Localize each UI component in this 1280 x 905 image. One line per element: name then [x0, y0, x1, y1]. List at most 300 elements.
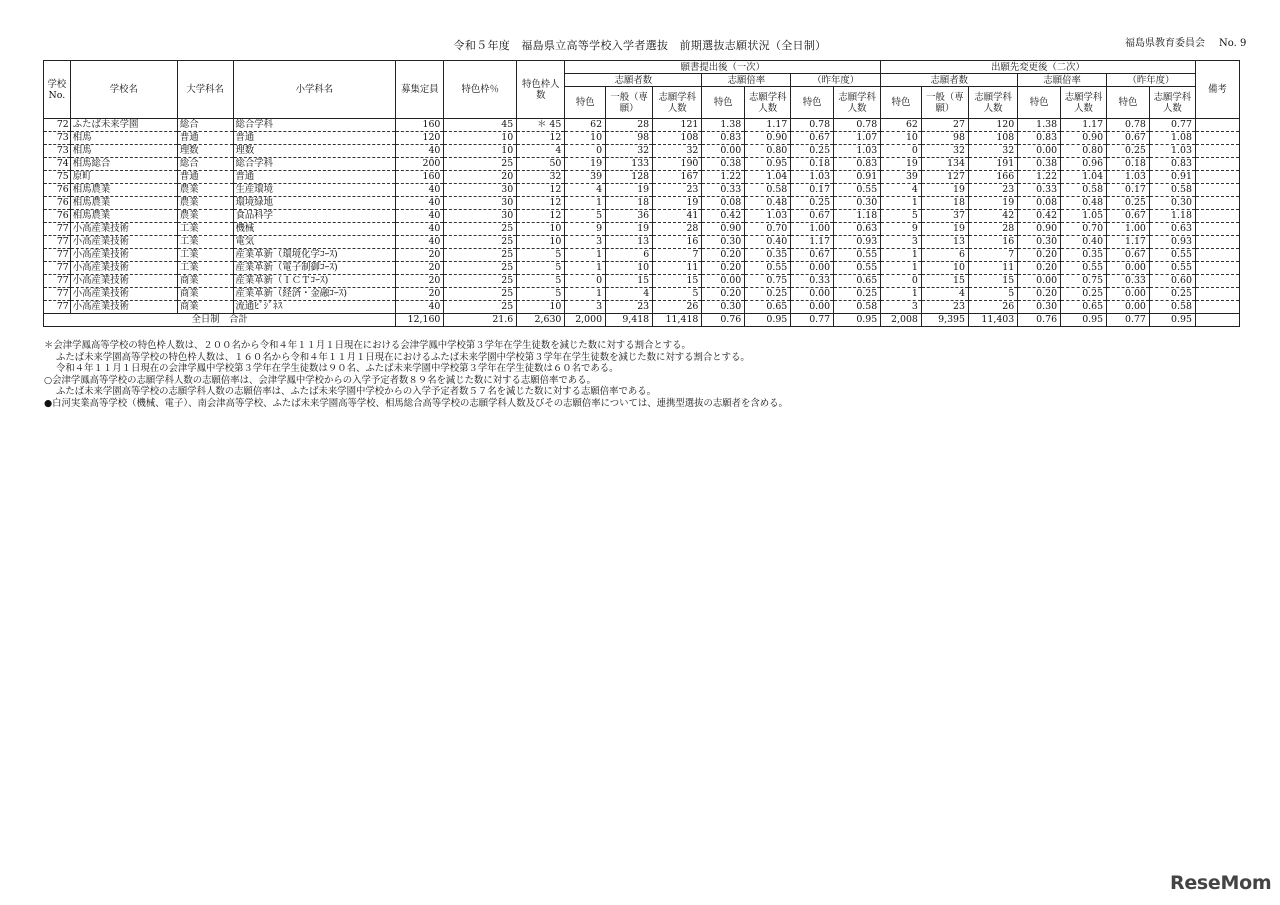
table-cell: 6: [921, 249, 968, 262]
table-cell: 0.18: [791, 158, 834, 171]
table-cell: 0.80: [1061, 145, 1107, 158]
table-row: [44, 249, 1240, 262]
table-cell: 40: [396, 197, 444, 210]
footnote: ●白河実業高等学校（機械、電子）、南会津高等学校、ふたば未来学園高等学校、相馬総合高等学校の志願学科人数及びその志願倍率については、連携型選抜の志願者を含める。: [44, 397, 788, 409]
table-cell: 40: [396, 223, 444, 236]
table-cell: 0.67: [1107, 132, 1150, 145]
table-cell: 理数: [233, 145, 396, 158]
table-cell: 121: [653, 119, 702, 132]
table-cell: 0.96: [1061, 158, 1107, 171]
table-cell: 1.18: [1149, 210, 1195, 223]
table-cell: 127: [921, 171, 968, 184]
table-cell: 19: [921, 184, 968, 197]
subheader-tokushoku: 特色: [565, 87, 606, 119]
table-cell: 0.58: [745, 184, 791, 197]
table-cell: 0.63: [834, 223, 881, 236]
table-row: [44, 288, 1240, 301]
table-cell: 相馬農業: [70, 184, 177, 197]
table-cell: 1.04: [1061, 171, 1107, 184]
header-prev-year-2: （昨年度）: [1107, 74, 1196, 87]
table-cell: 0.60: [1149, 275, 1195, 288]
table-cell: 0.00: [702, 275, 745, 288]
table-cell: 小高産業技術: [70, 301, 177, 314]
table-cell: 4: [606, 288, 653, 301]
subheader-total: 志願学科人数: [745, 87, 791, 119]
subheader-tokushoku: 特色: [791, 87, 834, 119]
table-cell: 0.25: [791, 197, 834, 210]
table-row: [44, 145, 1240, 158]
table-cell: 総合: [177, 119, 233, 132]
table-cell: 19: [881, 158, 922, 171]
table-cell: 41: [653, 210, 702, 223]
header-subject: 小学科名: [233, 61, 396, 119]
remarks-cell: [1195, 275, 1239, 288]
table-cell: 32: [653, 145, 702, 158]
table-cell: 0.90: [745, 132, 791, 145]
table-cell: 1.03: [745, 210, 791, 223]
table-cell: 1.03: [834, 145, 881, 158]
table-cell: 0.33: [1018, 184, 1061, 197]
table-cell: 40: [396, 184, 444, 197]
table-cell: 4: [881, 184, 922, 197]
table-cell: 1.00: [791, 223, 834, 236]
table-cell: 農業: [177, 210, 233, 223]
table-cell: 25: [444, 262, 517, 275]
remarks-cell: [1195, 236, 1239, 249]
table-cell: 相馬: [70, 145, 177, 158]
table-cell: 30: [444, 184, 517, 197]
table-cell: 4: [565, 184, 606, 197]
table-cell: 機械: [233, 223, 396, 236]
table-cell: 0.78: [834, 119, 881, 132]
table-cell: ＊ 45: [517, 119, 565, 132]
total-cell: 2,000: [565, 314, 606, 327]
table-cell: 0.95: [745, 158, 791, 171]
table-cell: 26: [653, 301, 702, 314]
table-cell: 0.38: [702, 158, 745, 171]
table-cell: 0.77: [1149, 119, 1195, 132]
table-cell: 32: [517, 171, 565, 184]
table-cell: 20: [396, 262, 444, 275]
table-cell: 0.30: [1018, 301, 1061, 314]
table-cell: 16: [653, 236, 702, 249]
table-cell: 23: [968, 184, 1017, 197]
table-cell: 0.90: [1018, 223, 1061, 236]
table-cell: 76: [44, 210, 71, 223]
table-cell: 10: [444, 145, 517, 158]
subheader-tokushoku: 特色: [702, 87, 745, 119]
table-cell: 73: [44, 132, 71, 145]
table-cell: 5: [653, 288, 702, 301]
table-cell: 1.17: [1061, 119, 1107, 132]
table-cell: 生産環境: [233, 184, 396, 197]
footnote: ふたば未来学園高等学校の志願学科人数の志願倍率は、ふたば未来学園中学校からの入学予定者数５７名を減じた数に対する志願倍率である。: [56, 386, 657, 398]
table-row: [44, 184, 1240, 197]
subheader-tokushoku: 特色: [881, 87, 922, 119]
page-number: No. 9: [1219, 38, 1247, 49]
table-row: [44, 262, 1240, 275]
table-cell: 0.67: [1107, 249, 1150, 262]
table-cell: 7: [968, 249, 1017, 262]
table-cell: 72: [44, 119, 71, 132]
document-title: 令和５年度 福島県立高等学校入学者選抜 前期選抜志願状況（全日制）: [453, 39, 827, 52]
subheader-ippan: 一般（専願）: [921, 87, 968, 119]
header-school-no: 学校No.: [44, 61, 71, 119]
subheader-total: 志願学科人数: [653, 87, 702, 119]
total-cell: 0.76: [702, 314, 745, 327]
table-cell: 0.08: [1018, 197, 1061, 210]
table-cell: 0.58: [1061, 184, 1107, 197]
footnote: ＊会津学鳳高等学校の特色枠人数は、２００名から令和４年１１月１日現在における会津学鳳中学校第３学年在学生徒数を減じた数に対する割合とする。: [44, 340, 691, 351]
table-cell: 28: [653, 223, 702, 236]
table-cell: 0: [881, 275, 922, 288]
subheader-total: 志願学科人数: [968, 87, 1017, 119]
table-cell: 3: [881, 301, 922, 314]
table-cell: 環境緑地: [233, 197, 396, 210]
table-cell: 25: [444, 288, 517, 301]
total-remarks-cell: [1195, 314, 1239, 327]
table-cell: 0.17: [1107, 184, 1150, 197]
footnote: ふたば未来学園高等学校の特色枠人数は、１６０名から令和４年１１月１日現在におけるふたば未来学園中学校第３学年在学生徒数を減じた数に対する割合とする。: [56, 351, 750, 363]
table-cell: 0.91: [834, 171, 881, 184]
table-cell: 食品科学: [233, 210, 396, 223]
table-cell: 1.07: [834, 132, 881, 145]
table-cell: 0.40: [745, 236, 791, 249]
table-cell: 134: [921, 158, 968, 171]
total-cell: 0.95: [834, 314, 881, 327]
table-cell: 普通: [177, 171, 233, 184]
subheader-total: 志願学科人数: [1149, 87, 1195, 119]
table-cell: 原町: [70, 171, 177, 184]
table-cell: 0.33: [1107, 275, 1150, 288]
table-cell: 1.17: [745, 119, 791, 132]
table-cell: 3: [565, 236, 606, 249]
subheader-tokushoku: 特色: [1107, 87, 1150, 119]
table-cell: 1.17: [791, 236, 834, 249]
table-cell: 0.75: [1061, 275, 1107, 288]
table-cell: 0.70: [745, 223, 791, 236]
table-cell: 相馬総合: [70, 158, 177, 171]
table-cell: 15: [921, 275, 968, 288]
table-cell: 7: [653, 249, 702, 262]
table-row: [44, 158, 1240, 171]
header-remarks: 備考: [1195, 61, 1239, 119]
table-cell: 0.33: [791, 275, 834, 288]
table-cell: 0.48: [1061, 197, 1107, 210]
table-cell: 産業革新（経済・金融ｺｰｽ): [233, 288, 396, 301]
table-cell: 0.55: [745, 262, 791, 275]
table-cell: 19: [606, 184, 653, 197]
table-cell: 0.67: [791, 249, 834, 262]
total-cell: 0.76: [1018, 314, 1061, 327]
table-cell: 0.00: [1107, 262, 1150, 275]
total-cell: 0.77: [1107, 314, 1150, 327]
table-cell: 0: [565, 275, 606, 288]
table-cell: 45: [444, 119, 517, 132]
table-cell: 0.35: [745, 249, 791, 262]
table-cell: 4: [517, 145, 565, 158]
total-cell: 2,008: [881, 314, 922, 327]
table-cell: 108: [653, 132, 702, 145]
table-cell: 0.90: [1061, 132, 1107, 145]
table-cell: 1.17: [1107, 236, 1150, 249]
table-cell: 0.93: [1149, 236, 1195, 249]
table-cell: 1.08: [1149, 132, 1195, 145]
table-cell: 総合学科: [233, 119, 396, 132]
table-cell: 77: [44, 301, 71, 314]
table-cell: 0.67: [791, 132, 834, 145]
table-cell: 40: [396, 145, 444, 158]
table-cell: 1.03: [791, 171, 834, 184]
table-cell: 0.58: [1149, 184, 1195, 197]
remarks-cell: [1195, 119, 1239, 132]
table-cell: 0.25: [834, 288, 881, 301]
table-cell: 73: [44, 145, 71, 158]
header-ratio-1: 志願倍率: [702, 74, 791, 87]
table-cell: 小高産業技術: [70, 262, 177, 275]
table-cell: 9: [881, 223, 922, 236]
table-cell: 10: [517, 223, 565, 236]
table-cell: 総合: [177, 158, 233, 171]
remarks-cell: [1195, 249, 1239, 262]
table-cell: 20: [444, 171, 517, 184]
table-cell: 普通: [177, 132, 233, 145]
table-cell: 10: [444, 132, 517, 145]
table-cell: 1.03: [1149, 145, 1195, 158]
table-cell: 1: [881, 197, 922, 210]
table-cell: 19: [606, 223, 653, 236]
table-cell: 小高産業技術: [70, 236, 177, 249]
table-cell: 0.30: [702, 301, 745, 314]
table-cell: 25: [444, 236, 517, 249]
table-cell: 0.67: [791, 210, 834, 223]
table-cell: 25: [444, 223, 517, 236]
table-cell: 28: [968, 223, 1017, 236]
table-cell: 0.25: [745, 288, 791, 301]
issuer-label: [1125, 34, 1246, 49]
total-cell: 21.6: [444, 314, 517, 327]
table-cell: 相馬農業: [70, 210, 177, 223]
table-cell: 50: [517, 158, 565, 171]
table-cell: 76: [44, 197, 71, 210]
table-cell: 3: [881, 236, 922, 249]
table-cell: 0.83: [1018, 132, 1061, 145]
remarks-cell: [1195, 223, 1239, 236]
table-cell: 25: [444, 249, 517, 262]
table-cell: 0.30: [1149, 197, 1195, 210]
table-cell: 0.18: [1107, 158, 1150, 171]
table-cell: 小高産業技術: [70, 275, 177, 288]
table-cell: 産業革新（環境化学ｺｰｽ): [233, 249, 396, 262]
table-cell: 0.65: [834, 275, 881, 288]
table-cell: 理数: [177, 145, 233, 158]
table-cell: 0.30: [1018, 236, 1061, 249]
total-cell: 0.95: [1061, 314, 1107, 327]
table-body: [44, 119, 1240, 314]
table-cell: 1.38: [702, 119, 745, 132]
table-cell: 39: [565, 171, 606, 184]
table-cell: 0.25: [1107, 197, 1150, 210]
table-cell: 産業革新（ＩＣＴｺｰｽ): [233, 275, 396, 288]
table-cell: 77: [44, 236, 71, 249]
footnote: 令和４年１１月１日現在の会津学鳳中学校第３学年在学生徒数は９０名、ふたば未来学園中学校第３学年在学生徒数は６０名である。: [56, 363, 619, 375]
header-school-name: 学校名: [70, 61, 177, 119]
total-cell: 11,418: [653, 314, 702, 327]
table-cell: 0.20: [702, 288, 745, 301]
table-cell: 0.70: [1061, 223, 1107, 236]
table-cell: 0.20: [1018, 288, 1061, 301]
table-cell: 0.25: [1107, 145, 1150, 158]
table-row: [44, 197, 1240, 210]
table-cell: 26: [968, 301, 1017, 314]
remarks-cell: [1195, 145, 1239, 158]
table-cell: 77: [44, 223, 71, 236]
table-cell: 25: [444, 158, 517, 171]
table-cell: 128: [606, 171, 653, 184]
table-cell: 5: [517, 288, 565, 301]
table-cell: 0.33: [702, 184, 745, 197]
table-cell: 1.22: [1018, 171, 1061, 184]
table-cell: 小高産業技術: [70, 223, 177, 236]
issuer-name: 福島県教育委員会: [1125, 38, 1205, 49]
table-cell: 流通ﾋﾞｼﾞﾈｽ: [233, 301, 396, 314]
table-cell: 1: [565, 249, 606, 262]
table-cell: 10: [921, 262, 968, 275]
table-cell: 1: [881, 288, 922, 301]
table-cell: 0.42: [1018, 210, 1061, 223]
table-row: [44, 275, 1240, 288]
table-cell: 16: [968, 236, 1017, 249]
table-cell: 10: [517, 301, 565, 314]
table-cell: 23: [921, 301, 968, 314]
table-cell: 190: [653, 158, 702, 171]
table-cell: 77: [44, 249, 71, 262]
table-cell: 1.18: [834, 210, 881, 223]
table-cell: 10: [517, 236, 565, 249]
table-cell: 15: [606, 275, 653, 288]
table-cell: 相馬農業: [70, 197, 177, 210]
table-cell: 5: [517, 249, 565, 262]
table-cell: 37: [921, 210, 968, 223]
table-cell: 0.83: [1149, 158, 1195, 171]
table-cell: 0.48: [745, 197, 791, 210]
table-cell: 0.63: [1149, 223, 1195, 236]
table-cell: 0.00: [702, 145, 745, 158]
table-cell: 0.08: [702, 197, 745, 210]
total-cell: 0.95: [1149, 314, 1195, 327]
table-cell: 1: [565, 262, 606, 275]
table-cell: 191: [968, 158, 1017, 171]
applications-table-container: [43, 60, 1240, 327]
table-row: [44, 301, 1240, 314]
remarks-cell: [1195, 262, 1239, 275]
table-cell: 77: [44, 288, 71, 301]
table-cell: 40: [396, 301, 444, 314]
table-cell: 0.25: [1149, 288, 1195, 301]
table-row: [44, 236, 1240, 249]
table-cell: 4: [921, 288, 968, 301]
table-cell: 0.20: [1018, 249, 1061, 262]
table-cell: 11: [653, 262, 702, 275]
table-cell: 6: [606, 249, 653, 262]
remarks-cell: [1195, 197, 1239, 210]
table-cell: 1: [881, 262, 922, 275]
remarks-cell: [1195, 171, 1239, 184]
table-cell: 0.55: [1061, 262, 1107, 275]
table-cell: 62: [565, 119, 606, 132]
table-cell: 76: [44, 184, 71, 197]
subheader-ippan: 一般（専願）: [606, 87, 653, 119]
table-cell: 0.83: [702, 132, 745, 145]
header-course: 大学科名: [177, 61, 233, 119]
table-cell: 農業: [177, 184, 233, 197]
table-cell: 0.25: [1061, 288, 1107, 301]
table-cell: 5: [517, 262, 565, 275]
table-cell: 0.00: [791, 262, 834, 275]
table-cell: 商業: [177, 275, 233, 288]
table-cell: 75: [44, 171, 71, 184]
table-cell: 0.58: [1149, 301, 1195, 314]
table-cell: 98: [606, 132, 653, 145]
table-cell: 普通: [233, 171, 396, 184]
table-cell: 0.90: [702, 223, 745, 236]
table-cell: 42: [968, 210, 1017, 223]
table-cell: 0.20: [1018, 262, 1061, 275]
table-cell: 0.30: [834, 197, 881, 210]
table-cell: 39: [881, 171, 922, 184]
table-cell: 0.00: [1107, 301, 1150, 314]
table-cell: 0.20: [702, 249, 745, 262]
table-cell: 0.93: [834, 236, 881, 249]
table-cell: 0.38: [1018, 158, 1061, 171]
table-cell: 11: [968, 262, 1017, 275]
table-cell: 15: [653, 275, 702, 288]
table-cell: 166: [968, 171, 1017, 184]
table-cell: 1.03: [1107, 171, 1150, 184]
table-row: [44, 119, 1240, 132]
table-cell: 32: [606, 145, 653, 158]
table-cell: 工業: [177, 236, 233, 249]
table-cell: 0.65: [1061, 301, 1107, 314]
header-prev-year-1: （昨年度）: [791, 74, 881, 87]
table-cell: 62: [881, 119, 922, 132]
table-cell: 19: [921, 223, 968, 236]
table-cell: 12: [517, 132, 565, 145]
header-applicants-1: 志願者数: [565, 74, 702, 87]
table-cell: 32: [968, 145, 1017, 158]
table-cell: 25: [444, 275, 517, 288]
remarks-cell: [1195, 301, 1239, 314]
table-cell: 0.83: [834, 158, 881, 171]
footnote: ○会津学鳳高等学校の志願学科人数の志願倍率は、会津学鳳中学校からの入学予定者数８９名を減じた数に対する志願倍率である。: [44, 374, 596, 386]
table-cell: 0.20: [702, 262, 745, 275]
table-cell: 0.42: [702, 210, 745, 223]
table-cell: 0.65: [745, 301, 791, 314]
table-cell: 133: [606, 158, 653, 171]
table-cell: 27: [921, 119, 968, 132]
header-group-first: 願書提出後（一次）: [565, 61, 881, 74]
subheader-tokushoku: 特色: [1018, 87, 1061, 119]
table-cell: 0.00: [1107, 288, 1150, 301]
table-cell: 1.38: [1018, 119, 1061, 132]
table-cell: 167: [653, 171, 702, 184]
table-cell: 電気: [233, 236, 396, 249]
table-cell: 10: [565, 132, 606, 145]
table-cell: 0: [565, 145, 606, 158]
table-cell: 30: [444, 197, 517, 210]
footnotes: [44, 340, 1244, 410]
header-tokushoku-count: 特色枠人数: [517, 61, 565, 119]
